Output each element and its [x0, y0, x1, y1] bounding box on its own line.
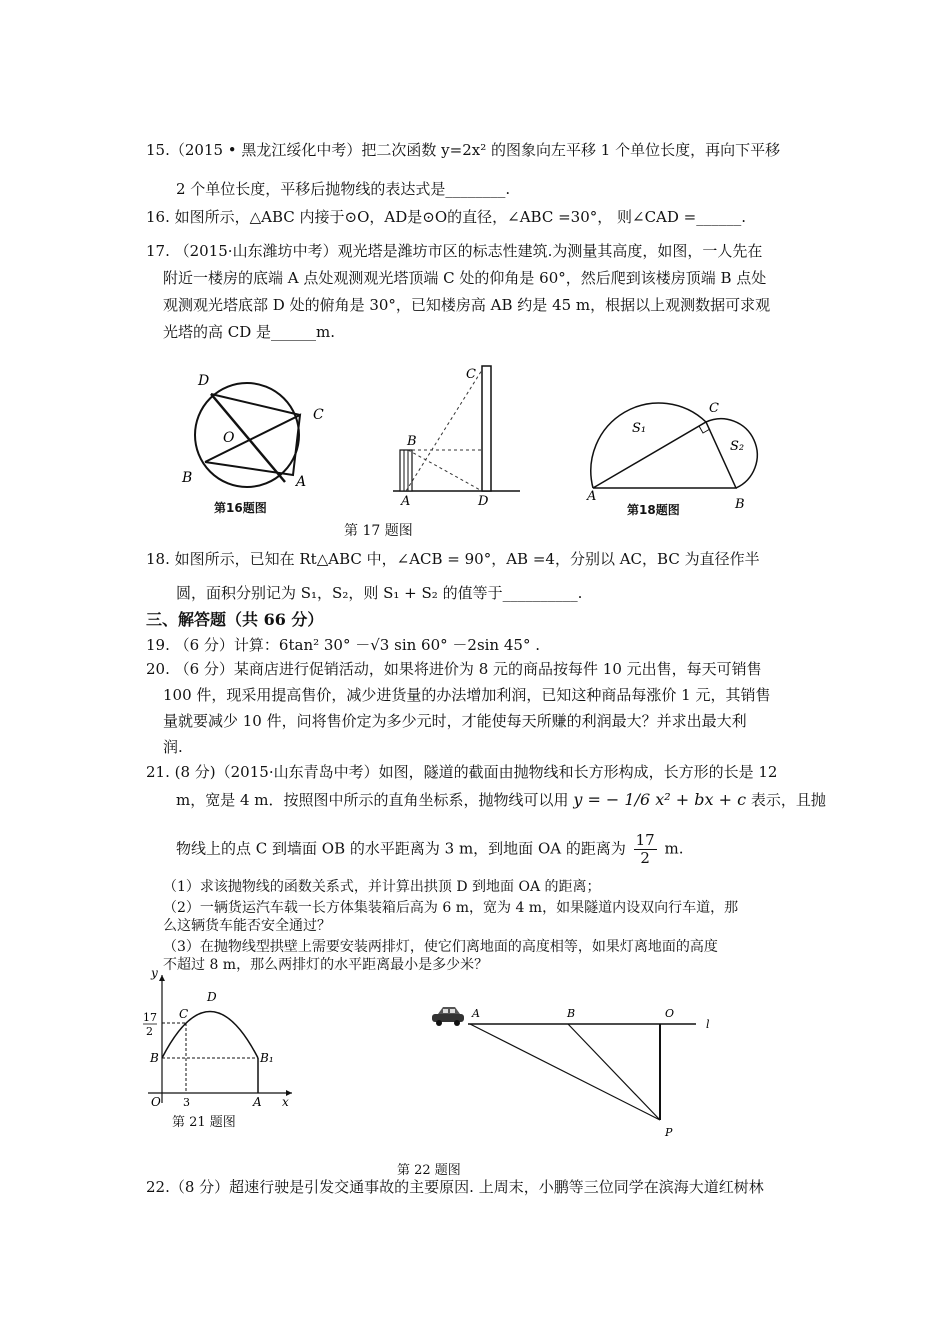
fig18-label-c: C	[709, 401, 719, 416]
fig21-label-x: x	[282, 1095, 289, 1109]
q21-line2	[176, 790, 826, 810]
q17-line1: 17. （2015·山东潍坊中考）观光塔是潍坊市区的标志性建筑.为测量其高度，如图，一人先在	[146, 242, 763, 260]
q17-line4: 光塔的高 CD 是______m.	[163, 323, 336, 341]
fig16-label-a: A	[296, 474, 307, 490]
q21-sub2b: 么这辆货车能否安全通过？	[163, 918, 331, 934]
fig18-label-s1: S₁	[632, 421, 647, 436]
q21-line3a: 物线上的点 C 到墙面 OB 的水平距离为 3 m，到地面 OA 的距离为	[176, 839, 626, 858]
q21-line3	[176, 832, 684, 867]
fig16-label-o: O	[223, 430, 235, 446]
fig21-y-arrow	[159, 975, 165, 981]
figure-22	[428, 1002, 728, 1142]
q21-sub2a: （2）一辆货运汽车载一长方体集装箱后高为 6 m，宽为 4 m，如果隧道内设双向行车道，那	[163, 900, 739, 916]
q22-text: 22.（8 分）超速行驶是引发交通事故的主要原因. 上周末，小鹏等三位同学在滨海大道红树林	[146, 1178, 764, 1196]
q20-line2: 100 件，现采用提高售价，减少进货量的办法增加利润，已知这种商品每涨价 1 元，其销售	[163, 686, 771, 704]
fig22-line-ap	[470, 1024, 660, 1120]
fig17-label-d: D	[478, 494, 489, 508]
fig18-label-s2: S₂	[730, 439, 745, 454]
q21-formula: y = − 1/6 x² + bx + c	[573, 790, 747, 809]
fig21-label-y: y	[151, 966, 158, 980]
fig17-label-c: C	[466, 367, 476, 382]
fig21-parabola	[162, 1012, 258, 1059]
fig22-label-p: P	[665, 1126, 673, 1139]
fig21-label-d: D	[207, 990, 217, 1004]
fig22-label-l: l	[706, 1018, 710, 1031]
fig21-label-b: B	[150, 1051, 159, 1065]
fig17-caption: 第 17 题图	[344, 523, 413, 539]
fig22-label-b: B	[567, 1007, 576, 1020]
q17-line3: 观测观光塔底部 D 处的俯角是 30°，已知楼房高 AB 约是 45 m，根据以上观测数据可求观	[163, 296, 771, 314]
fig17-tower	[482, 366, 491, 491]
fig18-caption: 第18题图	[627, 503, 680, 517]
q21-line3b: m.	[664, 839, 684, 858]
q21-frac-num: 17	[635, 831, 655, 849]
fig18-triangle	[593, 422, 736, 488]
fig18-label-a: A	[587, 489, 597, 504]
q15-line2: 2 个单位长度，平移后抛物线的表达式是________.	[176, 180, 511, 198]
fig16-chord-dc	[211, 394, 300, 415]
fig21-label-b1: B₁	[260, 1051, 274, 1065]
car-icon	[432, 1007, 464, 1026]
fig21-label-a: A	[253, 1095, 262, 1109]
fig18-label-b: B	[735, 497, 745, 512]
q18-line2: 圆，面积分别记为 S₁，S₂，则 S₁ + S₂ 的值等于__________.	[176, 584, 583, 602]
fig21-caption: 第 21 题图	[172, 1115, 236, 1130]
fig16-label-b: B	[182, 470, 193, 486]
fig16-label-c: C	[313, 407, 324, 423]
q21-frac-den: 2	[640, 849, 650, 867]
q21-sub3b: 不超过 8 m，那么两排灯的水平距离最小是多少米？	[163, 957, 489, 973]
q20-line4: 润.	[163, 738, 183, 756]
fig17-label-a: A	[401, 494, 411, 508]
q21-line2b: 表示，且抛	[750, 791, 826, 809]
fig21-label-o: O	[151, 1095, 161, 1109]
fig21-label-2: 2	[146, 1025, 153, 1038]
fig22-line-bp	[568, 1024, 660, 1120]
fig21-label-17: 17	[143, 1011, 157, 1024]
fig17-label-b: B	[407, 434, 417, 449]
q20-line3: 量就要减少 10 件，问将售价定为多少元时，才能使每天所赚的利润最大？并求出最大利	[163, 712, 747, 730]
fig21-label-c: C	[179, 1007, 189, 1021]
q21-line2a: m，宽是 4 m．按照图中所示的直角坐标系，抛物线可以用	[176, 791, 569, 809]
fig22-label-o: O	[665, 1007, 675, 1020]
figure-21	[140, 965, 300, 1110]
section3-title: 三、解答题（共 66 分）	[146, 610, 324, 629]
q21-fraction	[634, 832, 657, 867]
q17-line2: 附近一楼房的底端 A 点处观测观光塔顶端 C 处的仰角是 60°，然后爬到该楼房顶端 B 点处	[163, 269, 767, 287]
fig22-caption: 第 22 题图	[397, 1163, 461, 1178]
q20-line1: 20. （6 分）某商店进行促销活动，如果将进价为 8 元的商品按每件 10 元出售，每天可销售	[146, 660, 762, 678]
q18-line1: 18. 如图所示，已知在 Rt△ABC 中，∠ACB = 90°，AB =4，分别以 AC，BC 为直径作半	[146, 550, 760, 568]
q16-text: 16. 如图所示，△ABC 内接于⊙O，AD是⊙O的直径，∠ABC =30°， 则∠CAD =______.	[146, 208, 747, 226]
q19-text: 19. （6 分）计算：6tan² 30° －√3 sin 60° －2sin 45° .	[146, 636, 540, 654]
fig22-label-a: A	[472, 1007, 480, 1020]
figure-18	[580, 370, 790, 520]
fig16-caption: 第16题图	[214, 501, 267, 515]
fig18-semicircle-s1	[591, 403, 706, 488]
figure-17	[388, 358, 528, 508]
q21-sub1: （1）求该抛物线的函数关系式，并计算出拱顶 D 到地面 OA 的距离；	[163, 879, 601, 895]
q21-sub3a: （3）在抛物线型拱壁上需要安装两排灯，使它们离地面的高度相等，如果灯离地面的高度	[163, 939, 718, 955]
fig16-label-d: D	[198, 373, 210, 389]
fig17-line-ac	[406, 370, 482, 491]
fig21-label-3: 3	[183, 1096, 190, 1109]
q15-line1: 15.（2015 • 黑龙江绥化中考）把二次函数 y=2x² 的图象向左平移 1 个单位长度，再向下平移	[146, 141, 781, 159]
q21-line1: 21. (8 分)（2015·山东青岛中考）如图，隧道的截面由抛物线和长方形构成，长方形的长是 12	[146, 763, 778, 781]
figure-16	[180, 370, 340, 520]
